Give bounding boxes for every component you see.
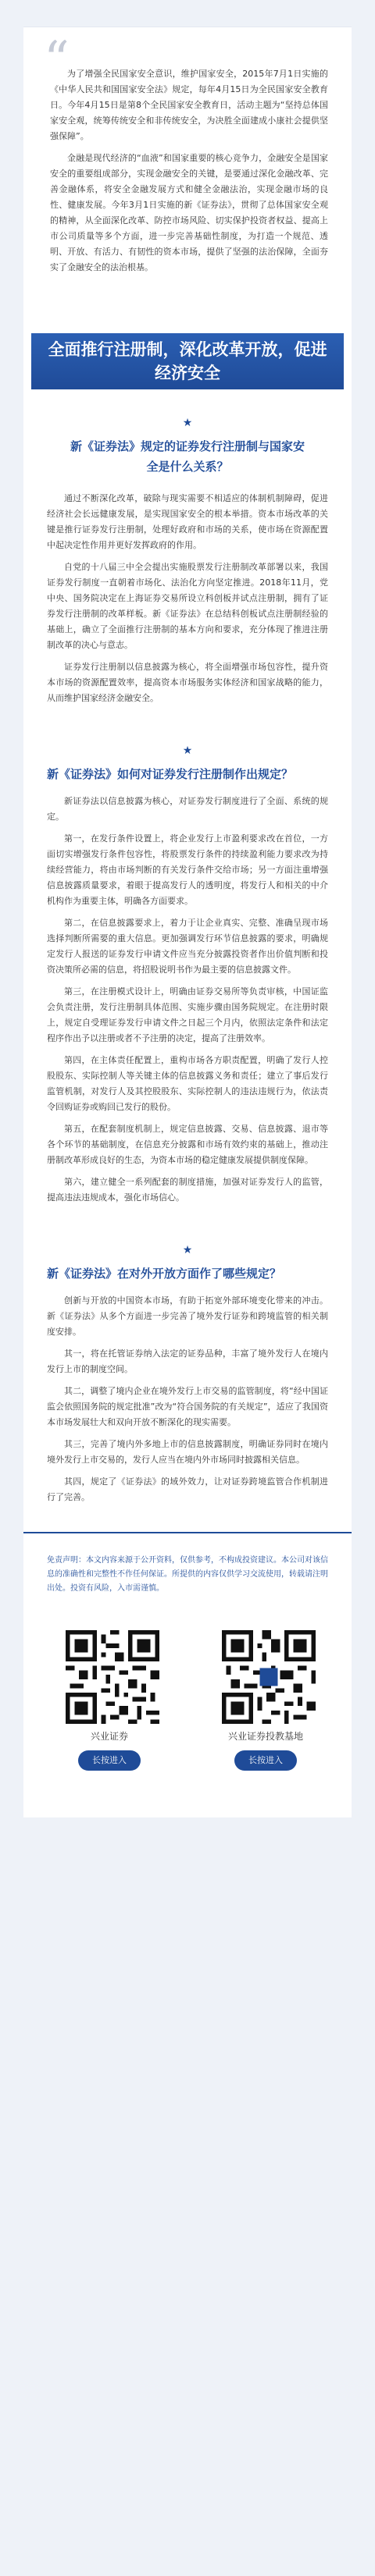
question-title-2: 新《证券法》如何对证券发行注册制作出规定？ xyxy=(47,767,294,781)
question-title-3: 新《证券法》在对外开放方面作了哪些规定？ xyxy=(47,1267,282,1281)
answer-paragraph: 其二，调整了境内企业在境外发行上市交易的监管制度，将“经中国证监会依照国务院的规定批准”改为“符合国务院的有关规定”，适应了我国资本市场发展壮大和双向开放不断深化的现实需要。 xyxy=(47,1386,328,1427)
answer-paragraph: 第五，在配套制度机制上，规定信息披露、交易、信息披露、退市等各个环节的基础制度，在信息充分披露和市场有效约束的基础上，推动注册制改革形成良好的生态，为资本市场的稳定健康发展提供制度保障。 xyxy=(47,1124,328,1165)
answer-paragraph: 通过不断深化改革，破除与现实需要不相适应的体制机制障碍，促进经济社会长远健康发展，是实现国家安全的根本举措。资本市场改革的关键是推行证券发行注册制，处理好政府和市场的关系，使市场在资源配置中起决定性作用并更好发挥政府的作用。 xyxy=(47,493,328,550)
follow-button[interactable]: 长按进入 xyxy=(78,1750,141,1771)
star-icon: ★ xyxy=(182,1244,193,1256)
answer-paragraph: 新证券法以信息披露为核心，对证券发行制度进行了全面、系统的规定。 xyxy=(47,796,328,822)
star-icon: ★ xyxy=(182,744,193,757)
qr-card-1[interactable] xyxy=(55,1627,164,1771)
qr-label: 兴业证券投教基地 xyxy=(227,1731,303,1742)
disclaimer-text: 免责声明：本文内容来源于公开资料，仅供参考，不构成投资建议。本公司对该信息的准确性和完整性不作任何保证。所提供的内容仅供学习交流使用，转载请注明出处。投资有风险，入市需谨慎。 xyxy=(23,1533,352,1611)
intro-card xyxy=(23,27,352,307)
qa-section-2 xyxy=(23,733,352,1232)
answer-paragraph: 创新与开放的中国资本市场，有助于拓宽外部环境变化带来的冲击。新《证券法》从多个方面进一步完善了境外发行证券和跨境监管的相关制度安排。 xyxy=(47,1295,328,1337)
qr-code-icon[interactable] xyxy=(219,1627,312,1721)
answer-paragraph: 第六，建立健全一系列配套的制度措施，加强对证券发行人的监管，提高违法违规成本，强化市场信心。 xyxy=(47,1177,328,1203)
qa-section-1 xyxy=(23,405,352,733)
question-title-1: 新《证券法》规定的证券发行注册制与国家安全是什么关系？ xyxy=(70,439,305,474)
section-banner xyxy=(23,307,352,405)
answer-paragraph: 其三，完善了境内外多地上市的信息披露制度，明确证券同时在境内境外发行上市交易的，发行人应当在境内外市场同时披露相关信息。 xyxy=(47,1439,328,1465)
qa-section-3 xyxy=(23,1232,352,1532)
quote-icon: “ xyxy=(44,31,70,89)
answer-paragraph: 第二，在信息披露要求上，着力于让企业真实、完整、准确呈现市场选择判断所需要的重大信息。更加强调发行环节信息披露的要求，明确规定发行人报送的证券发行申请文件应当充分披露投资者作出价值判断和投资决策所必需的信息，将招股说明书作为最主要的信息披露文件。 xyxy=(47,918,328,975)
qr-code-icon[interactable] xyxy=(62,1627,156,1721)
answer-paragraph: 第三，在注册模式设计上，明确由证券交易所等负责审核，中国证监会负责注册，发行注册制具体范围、实施步骤由国务院规定。在注册时限上，规定自受理证券发行申请文件之日起三个月内，依照法定条件和法定程序作出予以注册或者不予注册的决定，提高了注册效率。 xyxy=(47,986,328,1043)
banner-heading: 全面推行注册制，深化改革开放，促进经济安全 xyxy=(31,333,344,389)
answer-paragraph: 自党的十八届三中全会提出实施股票发行注册制改革部署以来，我国证券发行制度一直朝着市场化、法治化方向坚定推进。2018年11月，党中央、国务院决定在上海证券交易所设立科创板并试点注册制，拥有了证券发行注册制的改革样板。新《证券法》在总结科创板试点注册制经验的基础上，确立了全面推行注册制的基本方向和要求，充分体现了推进注册制改革的决心与意志。 xyxy=(47,562,328,650)
star-icon: ★ xyxy=(182,417,193,429)
answer-paragraph: 证券发行注册制以信息披露为核心，将全面增强市场包容性，提升资本市场的资源配置效率，提高资本市场服务实体经济和国家战略的能力，从而维护国家经济金融安全。 xyxy=(47,662,328,703)
page-bottom xyxy=(0,1817,375,1864)
qr-code-area xyxy=(23,1611,352,1817)
qr-card-2[interactable] xyxy=(211,1627,320,1771)
answer-paragraph: 第一，在发行条件设置上，将企业发行上市盈利要求改在首位，一方面切实增强发行条件包容性，将股票发行条件的持续盈利能力要求改为持续经营能力，将由市场判断的有关发行条件交给市场；另一方面注重增强信息披露质量要求，着眼于提高发行人的透明度，将发行人和相关的中介机构作为重要主体，明确各方面要求。 xyxy=(47,833,328,906)
answer-paragraph: 其四，规定了《证券法》的域外效力，让对证券跨境监管合作机制进行了完善。 xyxy=(47,1476,328,1502)
qr-label: 兴业证券 xyxy=(90,1731,128,1742)
intro-paragraph-1: 为了增强全民国家安全意识，维护国家安全，2015年7月1日实施的《中华人民共和国国家安全法》规定，每年4月15日为全民国家安全教育日。今年4月15日是第8个全民国家安全教育日，活动主题为“坚持总体国家安全观，统筹传统安全和非传统安全，为决胜全面建成小康社会提供坚强保障”。 xyxy=(50,69,328,141)
follow-button[interactable]: 长按进入 xyxy=(234,1750,297,1771)
answer-paragraph: 第四，在主体责任配置上，重构市场各方职责配置，明确了发行人控股股东、实际控制人等关键主体的信息披露义务和责任；建立了事后发行监管机制，对发行人及其控股股东、实际控制人的违法违规行为，依法责令回购证券或购回已发行的股份。 xyxy=(47,1055,328,1112)
intro-paragraph-2: 金融是现代经济的“血液”和国家重要的核心竞争力，金融安全是国家安全的重要组成部分，实现金融安全的关键，是要通过深化金融改革、完善金融体系，将安全金融发展方式和健全金融法治，实现金融市场的良性、健康发展。今年3月1日实施的新《证券法》，贯彻了总体国家安全观的精神，从全面深化改革、防控市场风险、切实保护投资者权益、提高上市公司质量等多个方面，进一步完善基础性制度，为打造一个规范、透明、开放、有活力、有韧性的资本市场，提供了坚强的法治保障，全面夯实了金融安全的法治根基。 xyxy=(50,153,328,272)
answer-paragraph: 其一，将在托管证券纳入法定的证券品种，丰富了境外发行人在境内发行上市的制度空间。 xyxy=(47,1348,328,1374)
